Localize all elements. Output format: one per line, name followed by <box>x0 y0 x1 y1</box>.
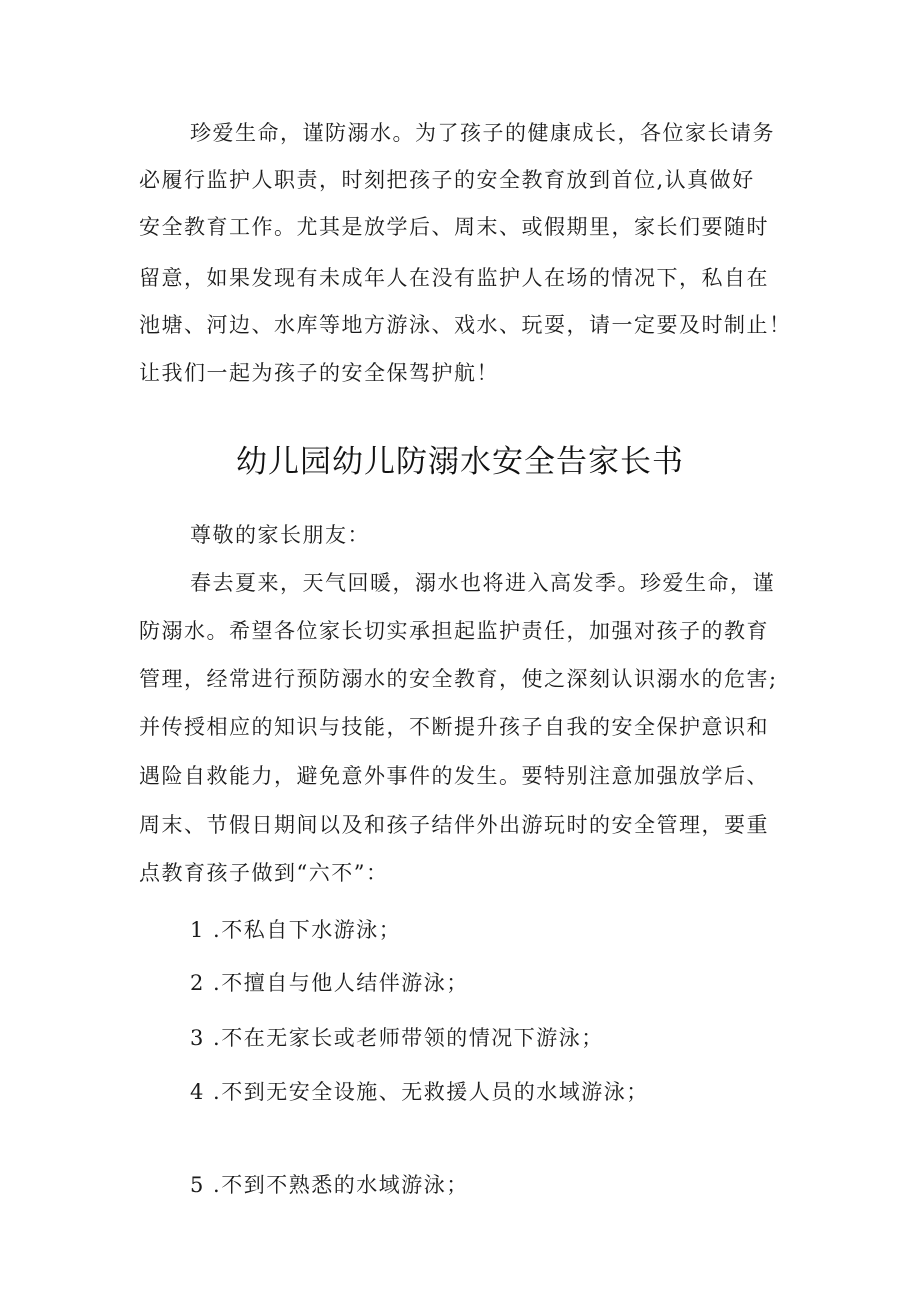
rule-item: 2 .不擅自与他人结伴游泳； <box>190 971 469 995</box>
body-line: 遇险自救能力，避免意外事件的发生。要特别注意加强放学后、 <box>139 764 769 788</box>
body-line: 周末、节假日期间以及和孩子结伴外出游玩时的安全管理，要重 <box>139 813 769 837</box>
rule-item: 4 .不到无安全设施、无救援人员的水域游泳； <box>190 1080 649 1104</box>
intro-line: 珍爱生命，谨防溺水。为了孩子的健康成长，各位家长请务 <box>190 121 775 145</box>
rule-item: 5 .不到不熟悉的水域游泳； <box>190 1173 469 1197</box>
rule-item: 3 .不在无家长或老师带领的情况下游泳； <box>190 1026 604 1050</box>
body-line: 管理，经常进行预防溺水的安全教育，使之深刻认识溺水的危害; <box>139 667 778 691</box>
intro-line: 必履行监护人职责，时刻把孩子的安全教育放到首位,认真做好 <box>139 168 755 192</box>
body-line: 点教育孩子做到“六不”： <box>139 861 389 885</box>
rule-item: 1 .不私自下水游泳； <box>190 918 402 942</box>
salutation: 尊敬的家长朋友： <box>190 523 370 547</box>
body-line: 防溺水。希望各位家长切实承担起监护责任，加强对孩子的教育 <box>139 619 769 643</box>
intro-line: 让我们一起为孩子的安全保驾护航！ <box>139 361 499 385</box>
body-line: 并传授相应的知识与技能，不断提升孩子自我的安全保护意识和 <box>139 715 769 739</box>
intro-line: 池塘、河边、水库等地方游泳、戏水、玩耍，请一定要及时制止！ <box>139 313 792 337</box>
body-line: 春去夏来，天气回暖，溺水也将进入高发季。珍爱生命，谨 <box>190 571 775 595</box>
document-title: 幼儿园幼儿防溺水安全告家长书 <box>236 444 684 480</box>
intro-line: 留意，如果发现有未成年人在没有监护人在场的情况下，私自在 <box>139 266 769 290</box>
intro-line: 安全教育工作。尤其是放学后、周末、或假期里，家长们要随时 <box>139 215 769 239</box>
